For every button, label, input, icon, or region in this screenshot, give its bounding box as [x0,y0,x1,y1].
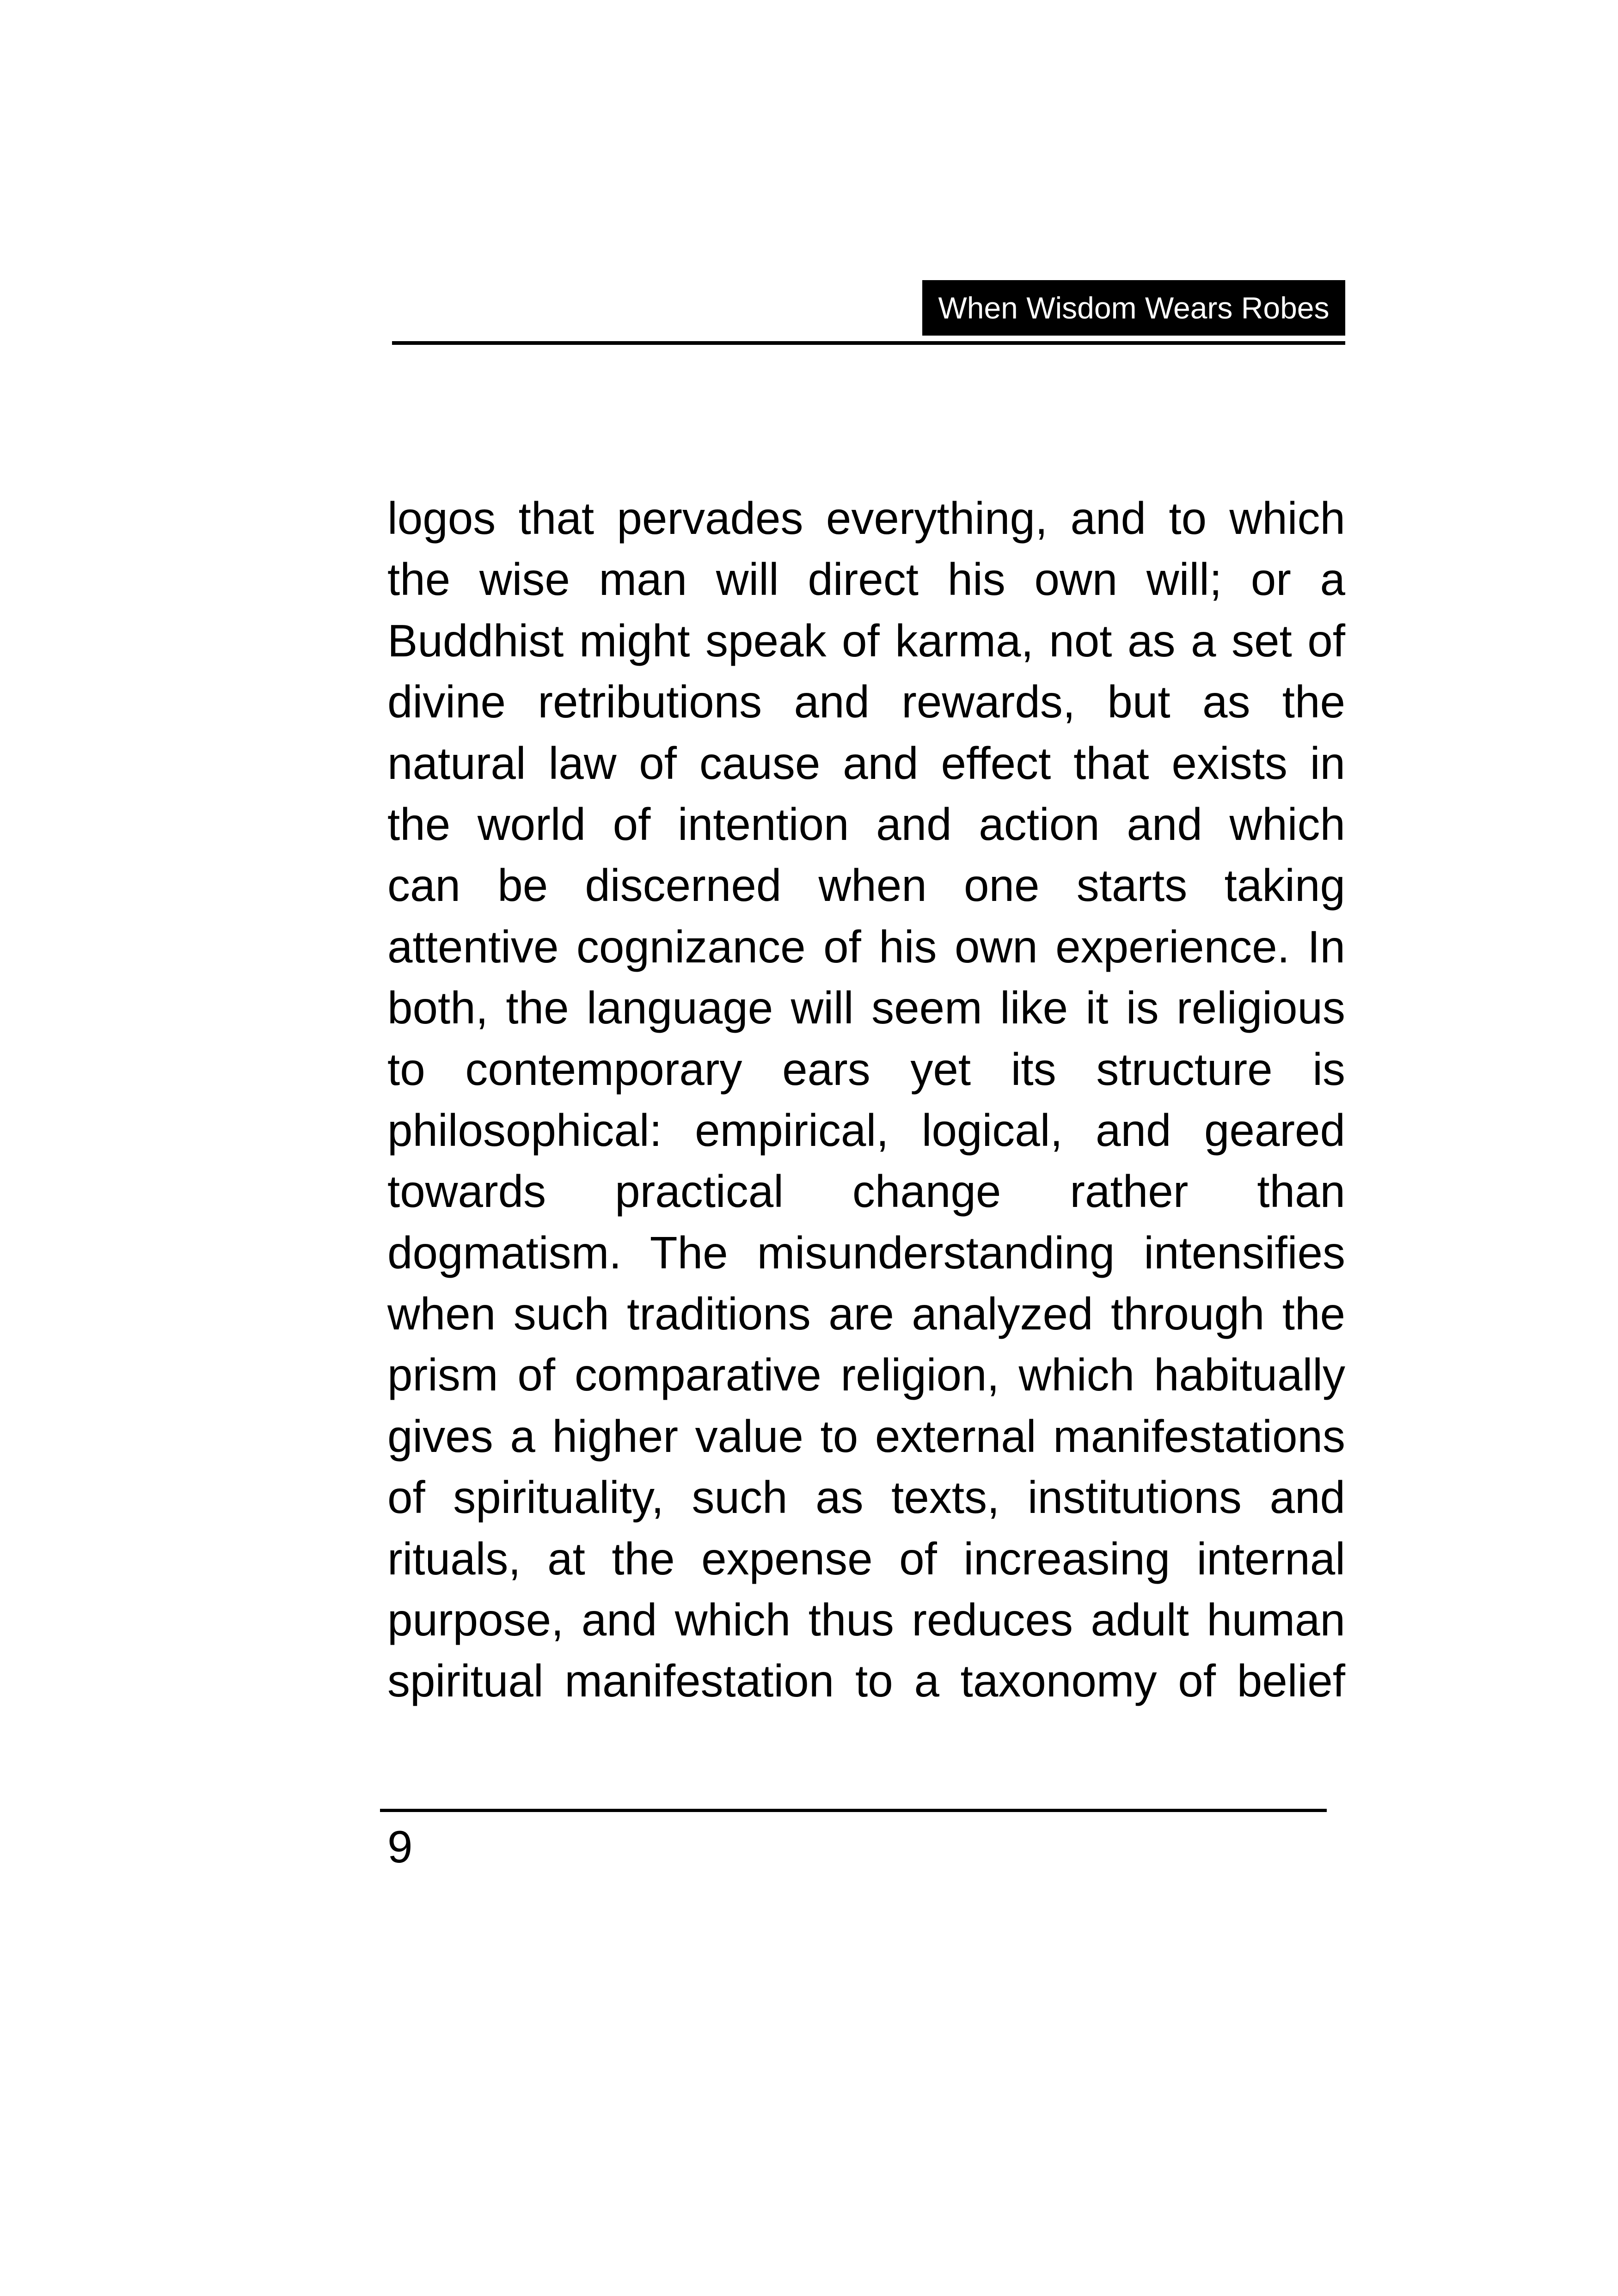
text-line: both, the language will seem like it is religious [387,982,1345,1034]
text-line: purpose, and which thus reduces adult human [387,1594,1345,1646]
text-line: divine retributions and rewards, but as the [387,676,1345,728]
text-line: prism of comparative religion, which habitually [387,1349,1345,1401]
body-paragraph [387,488,1345,1712]
header-rule [392,341,1345,345]
running-header-title: When Wisdom Wears Robes [922,280,1345,336]
text-line: Buddhist might speak of karma, not as a set of [387,615,1345,666]
text-line: the wise man will direct his own will; or a [387,554,1345,605]
text-line: dogmatism. The misunderstanding intensifies [387,1227,1345,1278]
text-line: natural law of cause and effect that exists in [387,737,1345,789]
text-line: when such traditions are analyzed through the [387,1288,1345,1340]
text-line: can be discerned when one starts taking [387,860,1345,911]
text-line: spiritual manifestation to a taxonomy of belief [387,1655,1345,1707]
text-line: logos that pervades everything, and to which [387,493,1345,544]
text-line: gives a higher value to external manifestations [387,1410,1345,1462]
text-line: to contemporary ears yet its structure is [387,1043,1345,1095]
text-line: the world of intention and action and which [387,798,1345,850]
footer-rule [380,1809,1327,1812]
text-line: of spirituality, such as texts, institutions and [387,1472,1345,1523]
page-number: 9 [387,1821,413,1872]
text-line: philosophical: empirical, logical, and geared [387,1104,1345,1156]
text-line: rituals, at the expense of increasing internal [387,1533,1345,1584]
text-line: towards practical change rather than [387,1166,1345,1217]
text-line: attentive cognizance of his own experience. In [387,921,1345,972]
